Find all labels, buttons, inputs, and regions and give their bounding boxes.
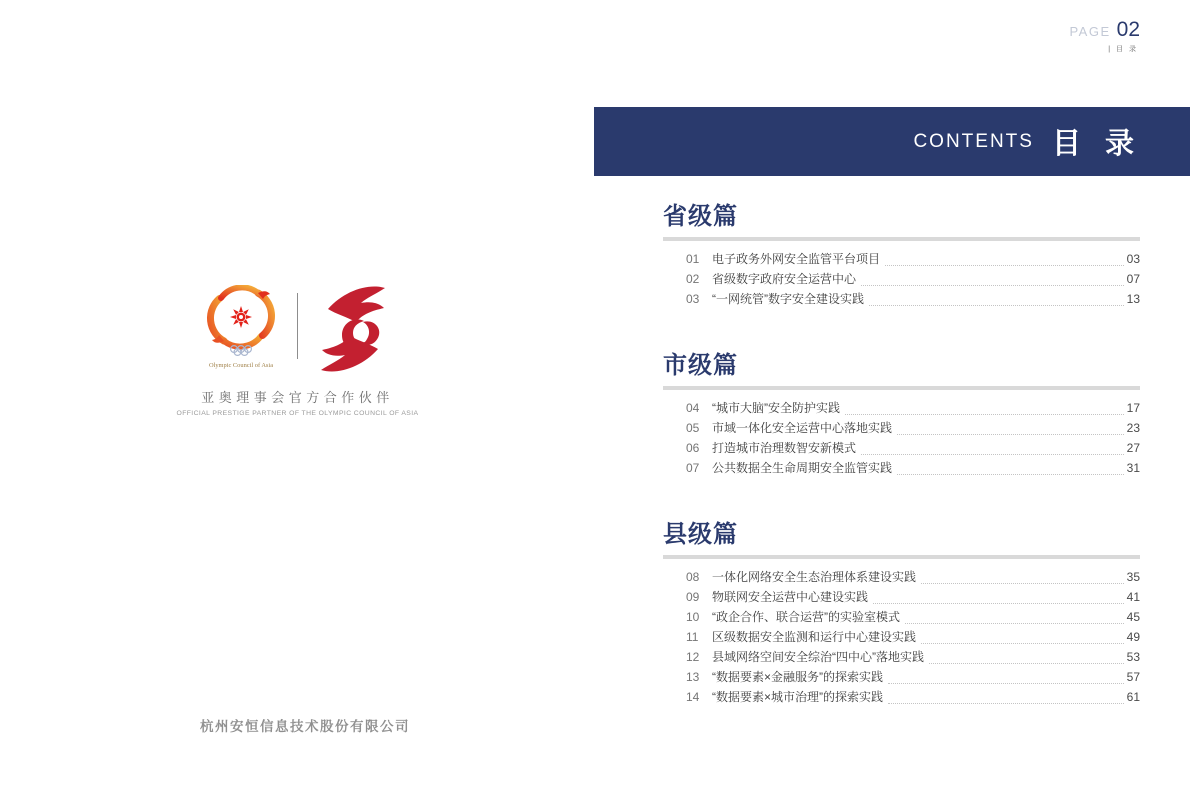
toc-item-number: 05	[686, 421, 700, 435]
toc-item[interactable]	[686, 270, 1140, 290]
toc-item-leader-dots	[861, 285, 1124, 286]
toc-item-page: 23	[1126, 421, 1140, 435]
toc-item-title: 打造城市治理数智安新模式	[712, 441, 857, 455]
red-swirl-logo-icon	[318, 281, 388, 377]
toc-item-title: 物联网安全运营中心建设实践	[712, 590, 869, 604]
toc-item-page: 07	[1126, 272, 1140, 286]
toc-item-number: 01	[686, 252, 700, 266]
toc-item[interactable]	[686, 688, 1140, 708]
contents-title-en: CONTENTS	[913, 130, 1034, 152]
contents-banner	[594, 107, 1190, 176]
toc-item-page: 03	[1126, 252, 1140, 266]
toc-item-title: “城市大脑”安全防护实践	[712, 401, 840, 415]
section-title: 市级篇	[663, 352, 738, 379]
section-title: 省级篇	[663, 203, 738, 230]
section-title: 县级篇	[663, 521, 738, 548]
toc-item-page: 31	[1126, 461, 1140, 475]
partner-title-en: OFFICIAL PRESTIGE PARTNER OF THE OLYMPIC COUNCIL OF ASIA	[176, 410, 419, 417]
toc-item-title: “政企合作、联合运营”的实验室模式	[712, 610, 900, 624]
toc-item-page: 41	[1126, 590, 1140, 604]
toc-item-title: 一体化网络安全生态治理体系建设实践	[712, 570, 917, 584]
toc-item-leader-dots	[861, 454, 1124, 455]
toc-item-page: 53	[1126, 650, 1140, 664]
toc-item-leader-dots	[897, 434, 1124, 435]
toc-item-number: 06	[686, 441, 700, 455]
toc-item[interactable]	[686, 439, 1140, 459]
toc-item-title: 省级数字政府安全运营中心	[712, 272, 857, 286]
toc-item-title: “一网统管”数字安全建设实践	[712, 292, 864, 306]
toc-section	[663, 352, 1140, 479]
toc-item-leader-dots	[845, 414, 1124, 415]
toc-item-number: 04	[686, 401, 700, 415]
toc-item-number: 07	[686, 461, 700, 475]
toc-item-leader-dots	[888, 703, 1124, 704]
partner-title-zh: 亚奥理事会官方合作伙伴	[201, 390, 394, 405]
section-items	[663, 241, 1140, 310]
toc-item-title: 区级数据安全监测和运行中心建设实践	[712, 630, 917, 644]
toc-item[interactable]	[686, 628, 1140, 648]
toc-item-leader-dots	[929, 663, 1124, 664]
toc-item[interactable]	[686, 459, 1140, 479]
toc-item[interactable]	[686, 399, 1140, 419]
page-label: PAGE	[1069, 24, 1111, 39]
toc-item[interactable]	[686, 648, 1140, 668]
toc-item-number: 12	[686, 650, 700, 664]
toc-item-number: 08	[686, 570, 700, 584]
partner-block	[160, 283, 435, 417]
toc-item[interactable]	[686, 290, 1140, 310]
toc-item[interactable]	[686, 668, 1140, 688]
toc-item[interactable]	[686, 250, 1140, 270]
oca-logo-caption: Olympic Council of Asia	[208, 362, 274, 369]
toc-item-title: 县域网络空间安全综治“四中心”落地实践	[712, 650, 924, 664]
partner-logos	[160, 283, 435, 379]
page-sub-label: | 目 录	[1108, 46, 1138, 53]
toc-item-page: 13	[1126, 292, 1140, 306]
contents-title-zh: 目 录	[1051, 128, 1142, 160]
toc-item-number: 10	[686, 610, 700, 624]
toc-section	[663, 521, 1140, 708]
toc-item[interactable]	[686, 608, 1140, 628]
toc-item-title: 公共数据全生命周期安全监管实践	[712, 461, 893, 475]
toc-item-number: 02	[686, 272, 700, 286]
toc-item[interactable]	[686, 588, 1140, 608]
toc-item-leader-dots	[905, 623, 1124, 624]
toc-item-page: 17	[1126, 401, 1140, 415]
toc-item-page: 35	[1126, 570, 1140, 584]
toc-item-title: 电子政务外网安全监管平台项目	[712, 252, 881, 266]
section-items	[663, 390, 1140, 479]
toc-item-leader-dots	[921, 643, 1124, 644]
toc	[663, 203, 1140, 708]
toc-item-number: 14	[686, 690, 700, 704]
toc-section	[663, 203, 1140, 310]
toc-item-leader-dots	[873, 603, 1124, 604]
olympic-council-of-asia-logo-icon	[195, 285, 287, 377]
toc-item-number: 11	[686, 630, 699, 644]
toc-item-page: 61	[1126, 690, 1140, 704]
toc-item-number: 03	[686, 292, 700, 306]
toc-item-title: 市域一体化安全运营中心落地实践	[712, 421, 893, 435]
toc-item-page: 49	[1126, 630, 1140, 644]
page-marker-row	[1069, 18, 1140, 42]
toc-item-leader-dots	[885, 265, 1124, 266]
section-items	[663, 559, 1140, 708]
logo-divider-line	[297, 293, 298, 359]
toc-item-leader-dots	[869, 305, 1124, 306]
toc-item-page: 27	[1126, 441, 1140, 455]
page-number: 02	[1116, 18, 1140, 41]
toc-item[interactable]	[686, 419, 1140, 439]
toc-item-page: 57	[1126, 670, 1140, 684]
toc-item-leader-dots	[921, 583, 1124, 584]
toc-item-number: 13	[686, 670, 700, 684]
toc-item-title: “数据要素×城市治理”的探索实践	[712, 690, 884, 704]
toc-item-number: 09	[686, 590, 700, 604]
toc-item-leader-dots	[897, 474, 1124, 475]
page-marker	[1069, 18, 1140, 54]
toc-item-page: 45	[1126, 610, 1140, 624]
toc-item-title: “数据要素×金融服务”的探索实践	[712, 670, 884, 684]
toc-item[interactable]	[686, 568, 1140, 588]
toc-item-leader-dots	[888, 683, 1124, 684]
company-name: 杭州安恒信息技术股份有限公司	[200, 719, 410, 734]
